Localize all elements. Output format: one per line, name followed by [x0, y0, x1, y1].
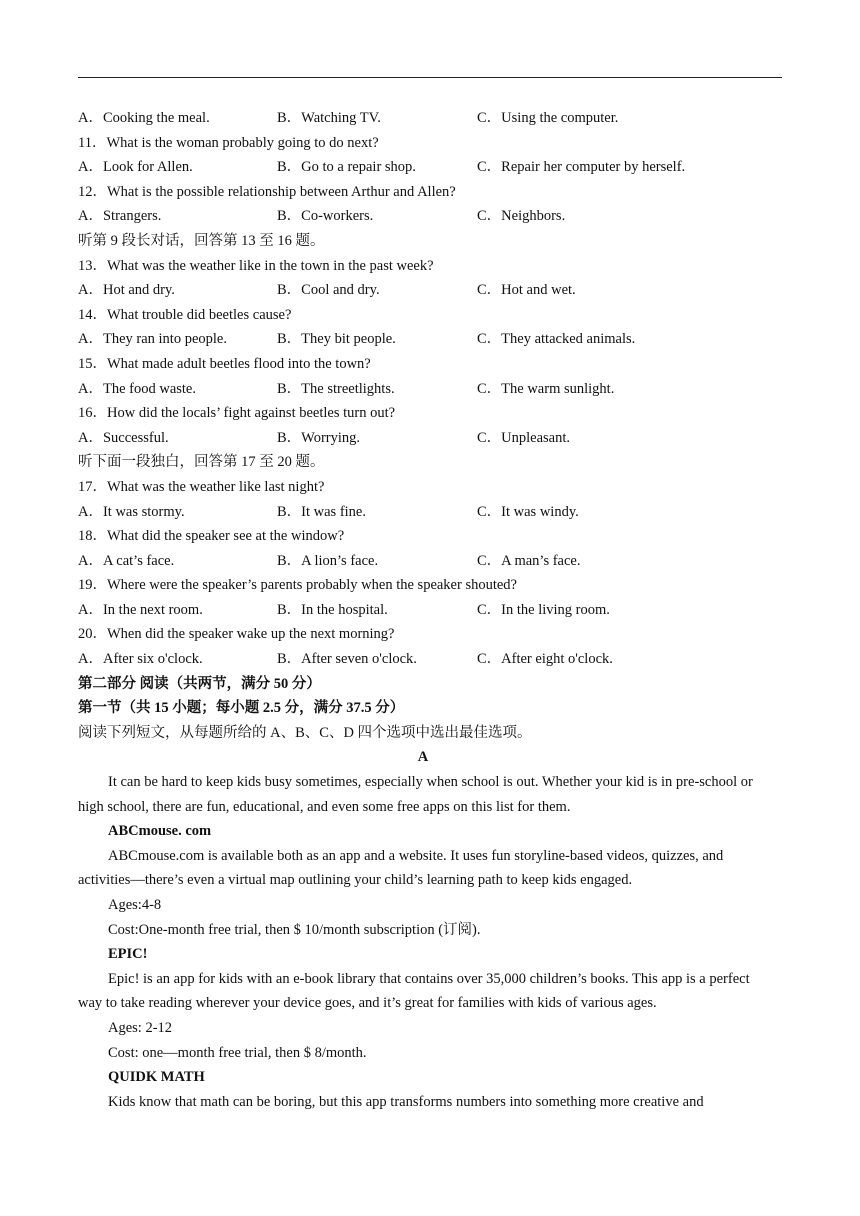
- option-a: A．Strangers.: [78, 208, 162, 225]
- question-text: 14．What trouble did beetles cause?: [78, 306, 292, 323]
- option-c: C．Neighbors.: [477, 208, 566, 225]
- app-ages: Ages: 2-12: [108, 1019, 173, 1036]
- option-row: [78, 426, 768, 451]
- question-text: 20．When did the speaker wake up the next morning?: [78, 626, 395, 643]
- passage-intro: It can be hard to keep kids busy sometimes, especially when school is out. Whether your kid is in pre-school or high school, there are fun, educational, and even some free apps on this list for them.: [78, 774, 753, 815]
- app-name: EPIC!: [108, 946, 148, 963]
- option-c: C．In the living room.: [477, 601, 610, 618]
- option-a: A．Look for Allen.: [78, 159, 193, 176]
- passage-label: A: [417, 749, 429, 766]
- app-name: ABCmouse. com: [108, 823, 212, 840]
- option-row: [78, 549, 768, 574]
- app-description: Epic! is an app for kids with an e-book library that contains over 35,000 children’s books. This app is a perfect way to take reading wherever your device goes, and it’s great for families with kids of various ages.: [78, 970, 750, 1012]
- option-a: A．It was stormy.: [78, 503, 185, 520]
- option-c: C．Using the computer.: [477, 110, 619, 126]
- option-row: [78, 327, 768, 352]
- listening-section: [78, 106, 768, 672]
- option-a: A．Hot and dry.: [78, 282, 175, 299]
- option-row: [78, 647, 768, 672]
- app-cost: Cost: one—month free trial, then $ 8/month.: [108, 1044, 367, 1061]
- app-cost: Cost:One-month free trial, then $ 10/month subscription (订阅).: [108, 921, 481, 938]
- question-text: 16．How did the locals’ fight against beetles turn out?: [78, 405, 396, 422]
- question-text: 17．What was the weather like last night?: [78, 478, 325, 495]
- option-row: [78, 377, 768, 402]
- section-title: 第一节（共 15 小题；每小题 2.5 分，满分 37.5 分）: [78, 700, 405, 717]
- option-c: C．Unpleasant.: [477, 429, 571, 446]
- option-b: B．They bit people.: [277, 331, 396, 348]
- option-c: C．After eight o'clock.: [477, 651, 613, 668]
- option-b: B．In the hospital.: [277, 601, 388, 618]
- option-b: B．The streetlights.: [277, 380, 395, 397]
- option-b: B．It was fine.: [277, 503, 366, 520]
- app-ages: Ages:4-8: [108, 897, 162, 913]
- question-text: 18．What did the speaker see at the window?: [78, 528, 345, 545]
- question-text: 13．What was the weather like in the town in the past week?: [78, 257, 434, 274]
- option-row: [78, 598, 768, 623]
- option-a: A．Successful.: [78, 429, 169, 446]
- option-row: [78, 106, 768, 131]
- option-b: B．Watching TV.: [277, 110, 381, 126]
- reading-instruction: 阅读下列短文，从每题所给的 A、B、C、D 四个选项中选出最佳选项。: [78, 724, 532, 741]
- option-b: B．Go to a repair shop.: [277, 159, 416, 176]
- option-a: A．A cat’s face.: [78, 552, 175, 569]
- option-b: B．Co-workers.: [277, 208, 374, 225]
- option-c: C．Repair her computer by herself.: [477, 159, 686, 176]
- exam-page: [78, 106, 768, 1114]
- option-a: A．Cooking the meal.: [78, 110, 210, 126]
- option-row: [78, 500, 768, 525]
- section-instruction: 听下面一段独白，回答第 17 至 20 题。: [78, 454, 325, 471]
- option-row: [78, 204, 768, 229]
- option-row: [78, 155, 768, 180]
- option-c: C．Hot and wet.: [477, 282, 576, 299]
- option-a: A．In the next room.: [78, 601, 203, 618]
- question-text: 11．What is the woman probably going to do next?: [78, 134, 379, 151]
- option-a: A．After six o'clock.: [78, 651, 203, 668]
- app-name: QUIDK MATH: [108, 1069, 205, 1086]
- part-title: 第二部分 阅读（共两节，满分 50 分）: [78, 675, 321, 692]
- option-a: A．The food waste.: [78, 380, 196, 397]
- option-c: C．They attacked animals.: [477, 331, 636, 348]
- option-b: B．Cool and dry.: [277, 282, 380, 299]
- option-c: C．The warm sunlight.: [477, 380, 615, 397]
- app-description: Kids know that math can be boring, but this app transforms numbers into something more creative and: [108, 1093, 704, 1110]
- option-b: B．A lion’s face.: [277, 552, 379, 569]
- option-c: C．A man’s face.: [477, 552, 581, 569]
- reading-section: [78, 672, 768, 1115]
- app-description: ABCmouse.com is available both as an app and a website. It uses fun storyline-based videos, quizzes, and activities—there’s even a virtual map outlining your child’s learning path to keep kids engaged.: [78, 847, 724, 889]
- question-text: 15．What made adult beetles flood into the town?: [78, 355, 371, 372]
- question-text: 19．Where were the speaker’s parents probably when the speaker shouted?: [78, 577, 517, 594]
- option-a: A．They ran into people.: [78, 331, 227, 348]
- option-b: B．After seven o'clock.: [277, 651, 417, 668]
- option-row: [78, 278, 768, 303]
- section-instruction: 听第 9 段长对话，回答第 13 至 16 题。: [78, 232, 325, 249]
- option-b: B．Worrying.: [277, 429, 361, 446]
- question-text: 12．What is the possible relationship between Arthur and Allen?: [78, 183, 456, 200]
- option-c: C．It was windy.: [477, 503, 579, 520]
- header-rule: [78, 77, 782, 78]
